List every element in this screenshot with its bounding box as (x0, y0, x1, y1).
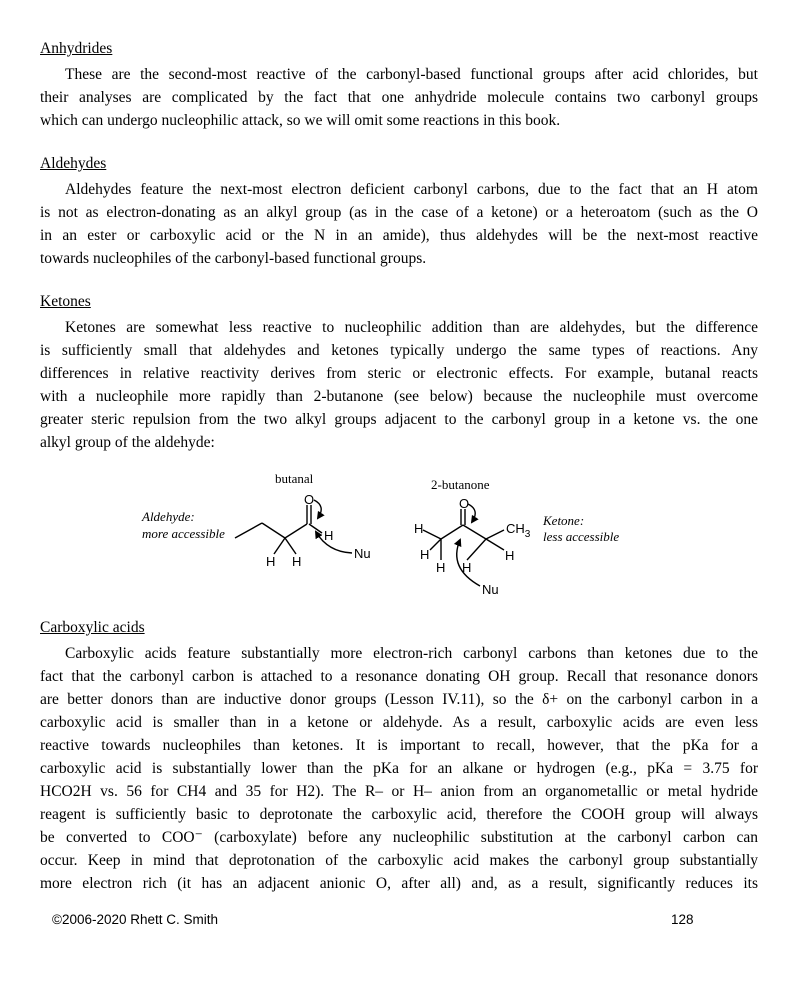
section-heading-anhydrides: Anhydrides (40, 40, 113, 57)
aldehyde-accessibility-label: more accessible (142, 526, 225, 541)
paragraph-ketones (40, 316, 758, 454)
text-line: Aldehydes feature the next-most electron deficient carbonyl carbons, due to the fact that an H atom (65, 181, 758, 198)
paragraph-anhydrides (40, 63, 758, 132)
curved-arrow-electrons (314, 500, 321, 518)
butanone-bonds (423, 509, 504, 560)
section-heading-carboxylic-acids: Carboxylic acids (40, 619, 145, 636)
section-heading-ketones: Ketones (40, 293, 91, 310)
nucleophile-label: Nu (482, 582, 499, 597)
nucleophilic-attack-figure (130, 468, 630, 604)
text-line: carboxylic acid is substantially lower than the pKa for an alkane or hydrogen (e.g., pKa = 3.75 for (40, 760, 758, 777)
text-line: differences in relative reactivity derives from steric or electronic effects. For example, butanal reacts (40, 365, 758, 382)
text-line: their analyses are complicated by the fact that one anhydride molecule contains two carbonyl groups (40, 89, 758, 106)
text-line: greater steric repulsion from the two alkyl groups adjacent to the carbonyl group in a ketone vs. the one (40, 411, 758, 428)
text-line: with a nucleophile more rapidly than 2-butanone (see below) because the nucleophile must overcome (40, 388, 758, 405)
page-number: 128 (671, 912, 694, 927)
butanal-label: butanal (275, 471, 314, 486)
text-line: Carboxylic acids feature substantially more electron-rich carbonyl carbons than ketones due to the (65, 645, 758, 662)
butanal-bonds (235, 505, 322, 554)
butanone-label: 2-butanone (431, 477, 490, 492)
butanone-structure (414, 477, 619, 597)
paragraph-aldehydes (40, 178, 758, 270)
text-line: reagent is sufficiently basic to deprotonate the carboxylic acid, therefore the COOH group will always (40, 806, 758, 823)
text-line: alkyl group of the aldehyde: (40, 434, 215, 451)
footer-copyright: ©2006-2020 Rhett C. Smith (52, 912, 219, 927)
alpha-hydrogen: H (266, 554, 276, 569)
ketone-accessibility-label: less accessible (543, 529, 620, 544)
text-line: carboxylic acid is smaller than in a ketone or aldehyde. As a result, carboxylic acids are even less (40, 714, 758, 731)
text-line: is not as electron-donating as an alkyl group (as in the case of a ketone) or a heteroatom (such as the O (40, 204, 758, 221)
butanal-structure (141, 471, 371, 569)
alpha-hydrogen: H (292, 554, 302, 569)
text-line: These are the second-most reactive of the carbonyl-based functional groups after acid chlorides, but (65, 66, 758, 83)
paragraph-carboxylic-acids (40, 642, 758, 895)
text-line: which can undergo nucleophilic attack, so we will omit some reactions in this book. (40, 112, 561, 129)
ketone-label: Ketone: (543, 513, 585, 528)
nucleophile-label: Nu (354, 546, 371, 561)
text-line: is sufficiently small that aldehydes and ketones typically undergo the same types of reactions. Any (40, 342, 758, 359)
text-line: Ketones are somewhat less reactive to nucleophilic addition than are aldehydes, but the difference (65, 319, 758, 336)
aldehyde-hydrogen: H (324, 528, 334, 543)
methyl-hydrogen: H (436, 560, 446, 575)
text-line: HCO2H vs. 56 for CH4 and 35 for H2). The R– or H– anion from an organometallic or metal hydride (40, 783, 758, 800)
aldehyde-label: Aldehyde: (142, 509, 195, 524)
text-line: fact that the carbonyl carbon is attached to a resonance donating OH group. Recall that resonance donors (40, 668, 758, 685)
methyl-hydrogen: H (414, 521, 424, 536)
butanal-oxygen: O (304, 492, 315, 507)
methylene-hydrogen: H (462, 560, 472, 575)
butanone-oxygen: O (459, 496, 470, 511)
methylene-hydrogen: H (505, 548, 515, 563)
text-line: towards nucleophiles of the carbonyl-based functional groups. (40, 250, 427, 267)
text-line: be converted to COO⁻ (carboxylate) before any nucleophilic substitution at the carbonyl carbon can (40, 829, 758, 846)
methyl-hydrogen: H (420, 547, 430, 562)
text-line: more electron rich (it has an adjacent anionic O, after all) and, as a result, significantly reduces its (40, 875, 758, 892)
text-line: reactive towards nucleophiles than ketones. It is important to recall, however, that the pKa for a (40, 737, 758, 754)
curved-arrow-nucleophile (316, 532, 352, 553)
section-heading-aldehydes: Aldehydes (40, 155, 107, 172)
text-line: occur. Keep in mind that deprotonation of the carboxylic acid makes the carbonyl group substantially (40, 852, 758, 869)
text-line: in an ester or carboxylic acid or the N in an amide), thus aldehydes will be the next-most reactive (40, 227, 758, 244)
methyl-group-label: $CH_3$ (506, 521, 531, 540)
text-line: are better donors than are inductive donor groups (Lesson IV.11), so the δ+ on the carbonyl carbon in a (40, 691, 758, 708)
